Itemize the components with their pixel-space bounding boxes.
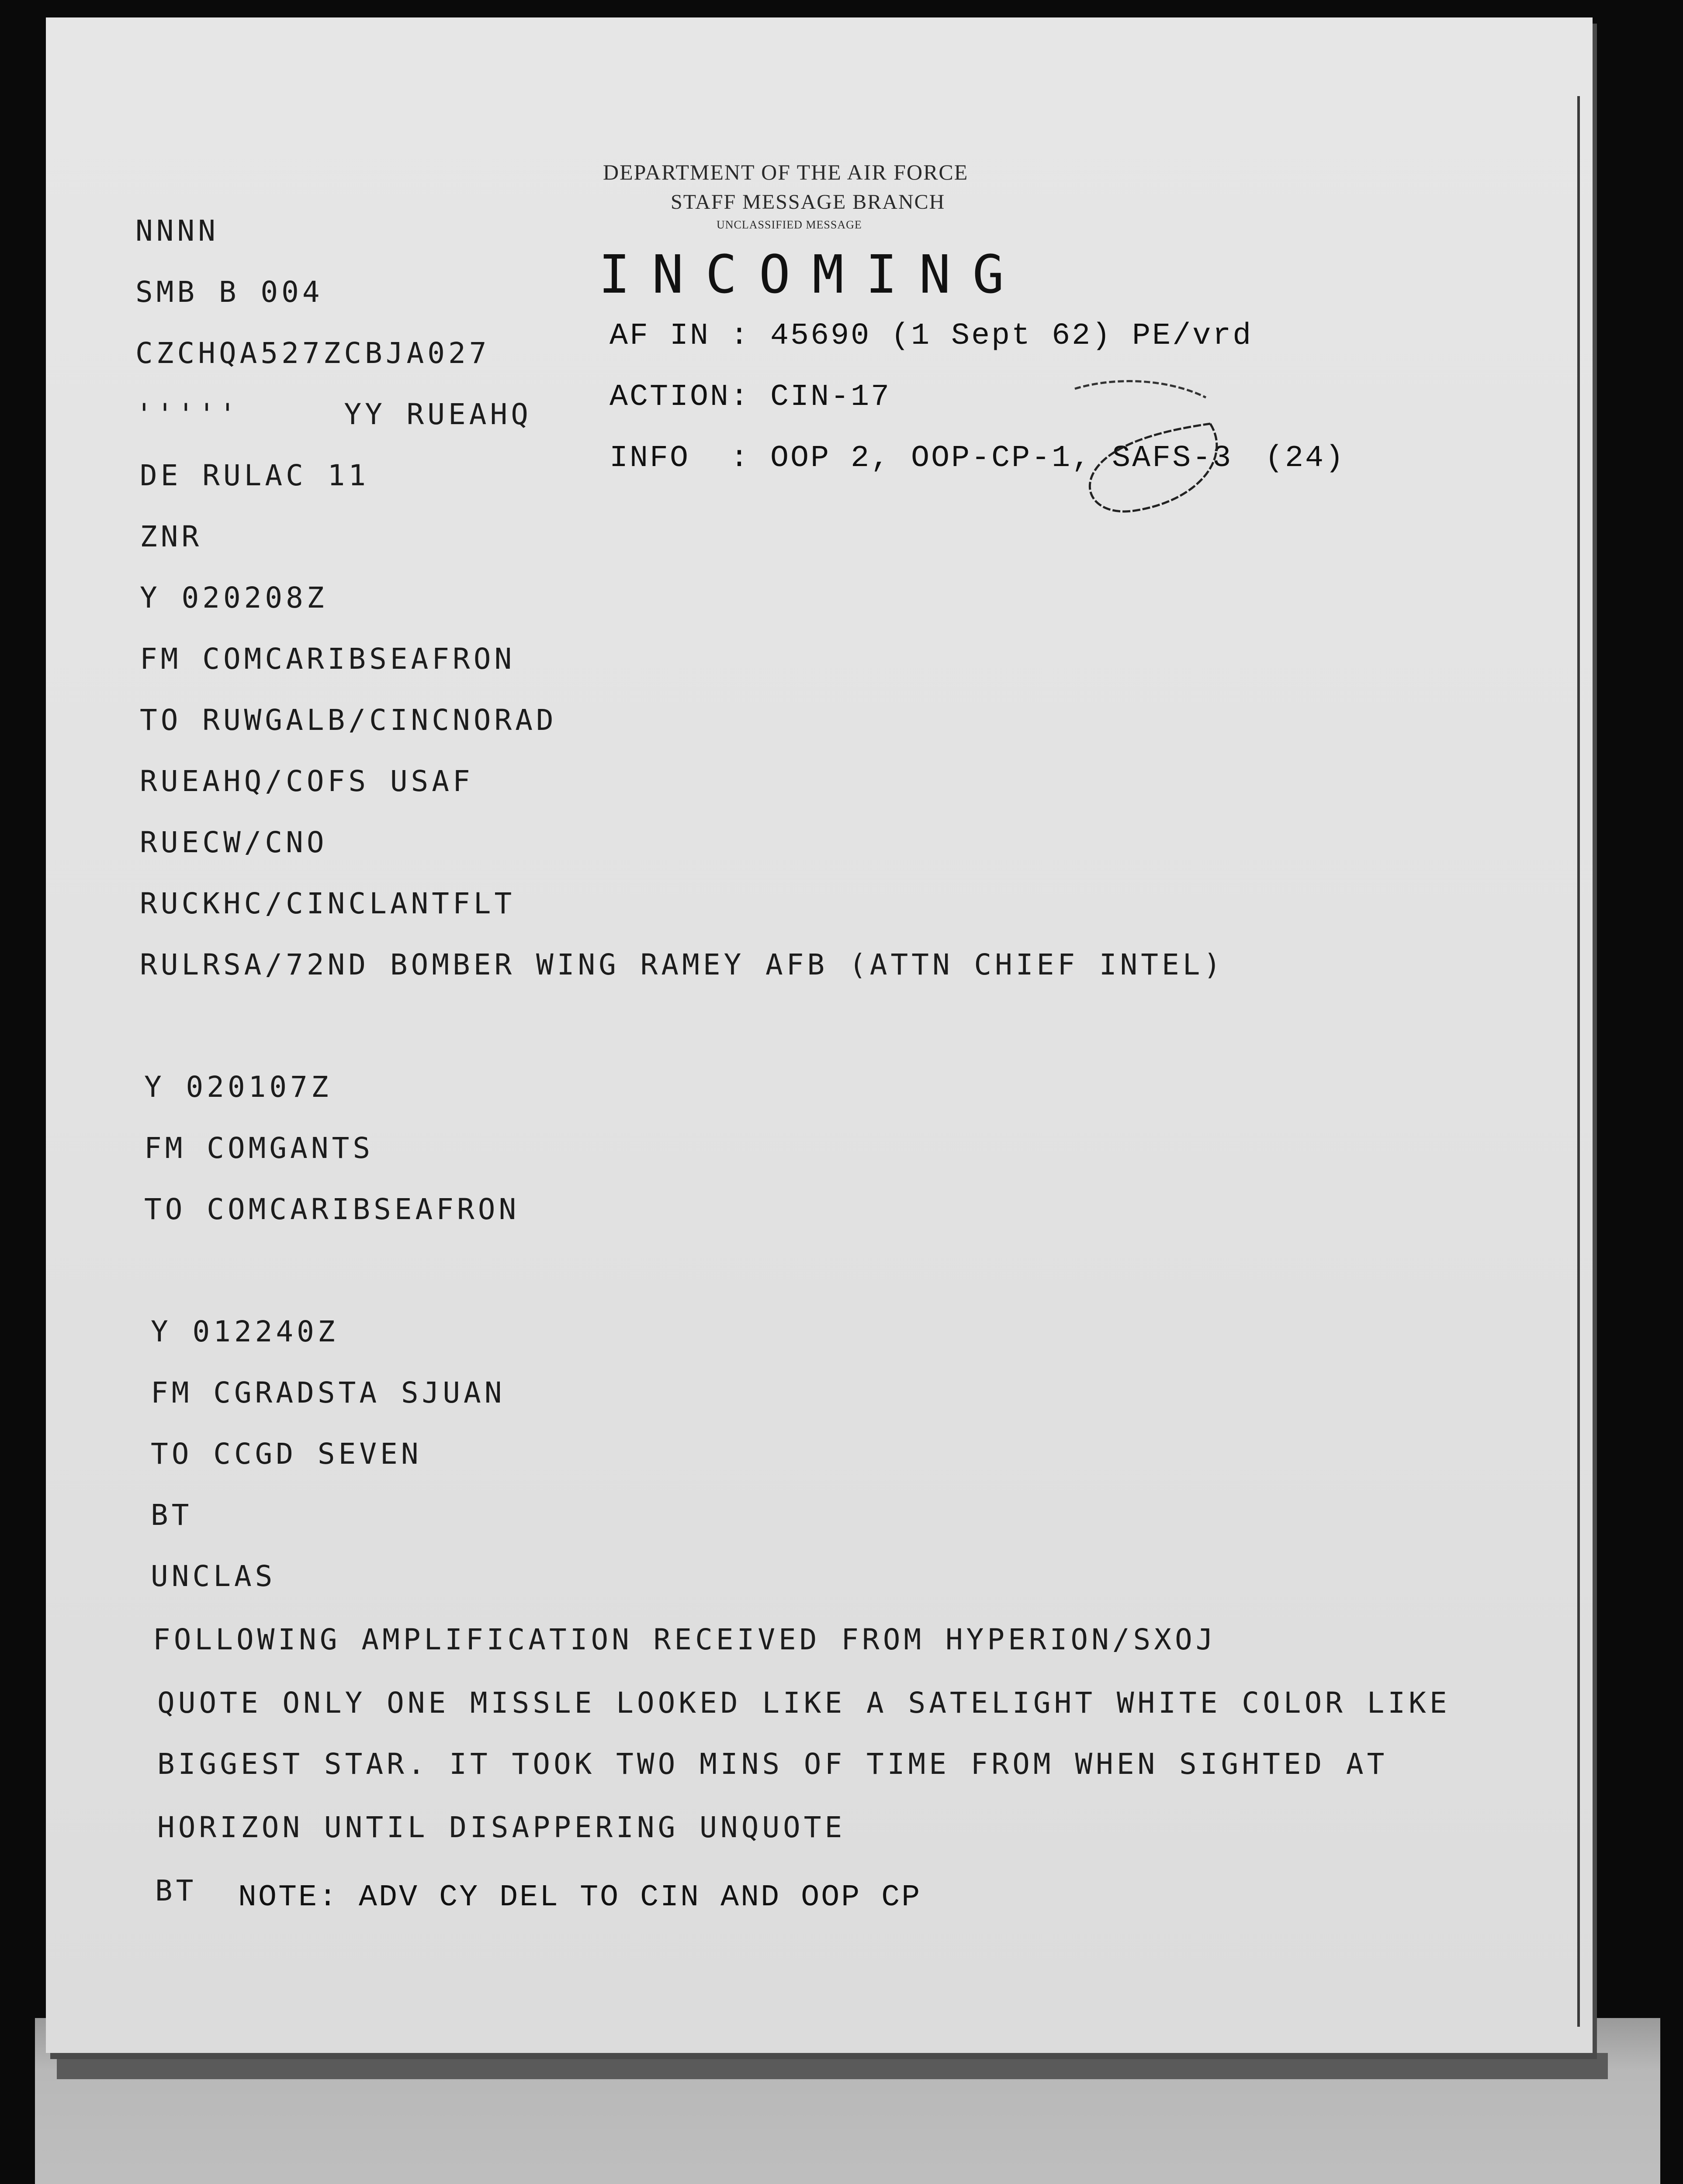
- message-line: BT: [155, 1874, 197, 1908]
- branch-header: STAFF MESSAGE BRANCH: [671, 190, 945, 214]
- copy-count: (24): [1265, 441, 1346, 476]
- message-line: UNCLAS: [151, 1559, 276, 1593]
- message-line: BIGGEST STAR. IT TOOK TWO MINS OF TIME FROM WHEN SIGHTED AT: [157, 1747, 1388, 1781]
- info-line: INFO : OOP 2, OOP-CP-1, SAFS-3: [609, 441, 1233, 476]
- message-line: RUEAHQ/COFS USAF: [140, 764, 474, 798]
- message-line: TO CCGD SEVEN: [151, 1437, 422, 1471]
- message-line: ''''' YY RUEAHQ: [135, 397, 532, 431]
- message-line: TO COMCARIBSEAFRON: [144, 1192, 520, 1226]
- message-line: FM COMCARIBSEAFRON: [140, 642, 516, 676]
- message-line: CZCHQA527ZCBJA027: [135, 336, 490, 370]
- paper-fold-edge: [1577, 96, 1580, 2027]
- message-line: FM COMGANTS: [144, 1131, 374, 1165]
- message-line: TO RUWGALB/CINCNORAD: [140, 703, 557, 737]
- message-line: ZNR: [140, 520, 203, 553]
- delivery-note: NOTE: ADV CY DEL TO CIN AND OOP CP: [238, 1880, 922, 1915]
- message-line: Y 020107Z: [144, 1070, 332, 1104]
- message-line: QUOTE ONLY ONE MISSLE LOOKED LIKE A SATELIGHT WHITE COLOR LIKE: [157, 1686, 1451, 1720]
- incoming-title: INCOMING: [599, 245, 1026, 305]
- message-line: Y 012240Z: [151, 1315, 339, 1348]
- message-line: FOLLOWING AMPLIFICATION RECEIVED FROM HYPERION/SXOJ: [153, 1623, 1217, 1656]
- message-line: BT: [151, 1498, 193, 1532]
- message-line: DE RULAC 11: [140, 459, 370, 492]
- classification-header: UNCLASSIFIED MESSAGE: [717, 218, 862, 231]
- department-header: DEPARTMENT OF THE AIR FORCE: [603, 160, 969, 184]
- message-line: Y 020208Z: [140, 581, 328, 615]
- message-line: SMB B 004: [135, 275, 323, 309]
- paper-shadow: [57, 2053, 1608, 2079]
- message-line: FM CGRADSTA SJUAN: [151, 1376, 506, 1410]
- message-line: RUECW/CNO: [140, 826, 328, 859]
- message-line: RULRSA/72ND BOMBER WING RAMEY AFB (ATTN CHIEF INTEL): [140, 948, 1225, 981]
- af-in-line: AF IN : 45690 (1 Sept 62) PE/vrd: [609, 319, 1253, 353]
- message-line: RUCKHC/CINCLANTFLT: [140, 887, 516, 920]
- message-line: HORIZON UNTIL DISAPPERING UNQUOTE: [157, 1811, 846, 1844]
- message-line: NNNN: [135, 214, 219, 248]
- action-line: ACTION: CIN-17: [609, 380, 891, 415]
- handwritten-circle-mark: [1066, 371, 1232, 529]
